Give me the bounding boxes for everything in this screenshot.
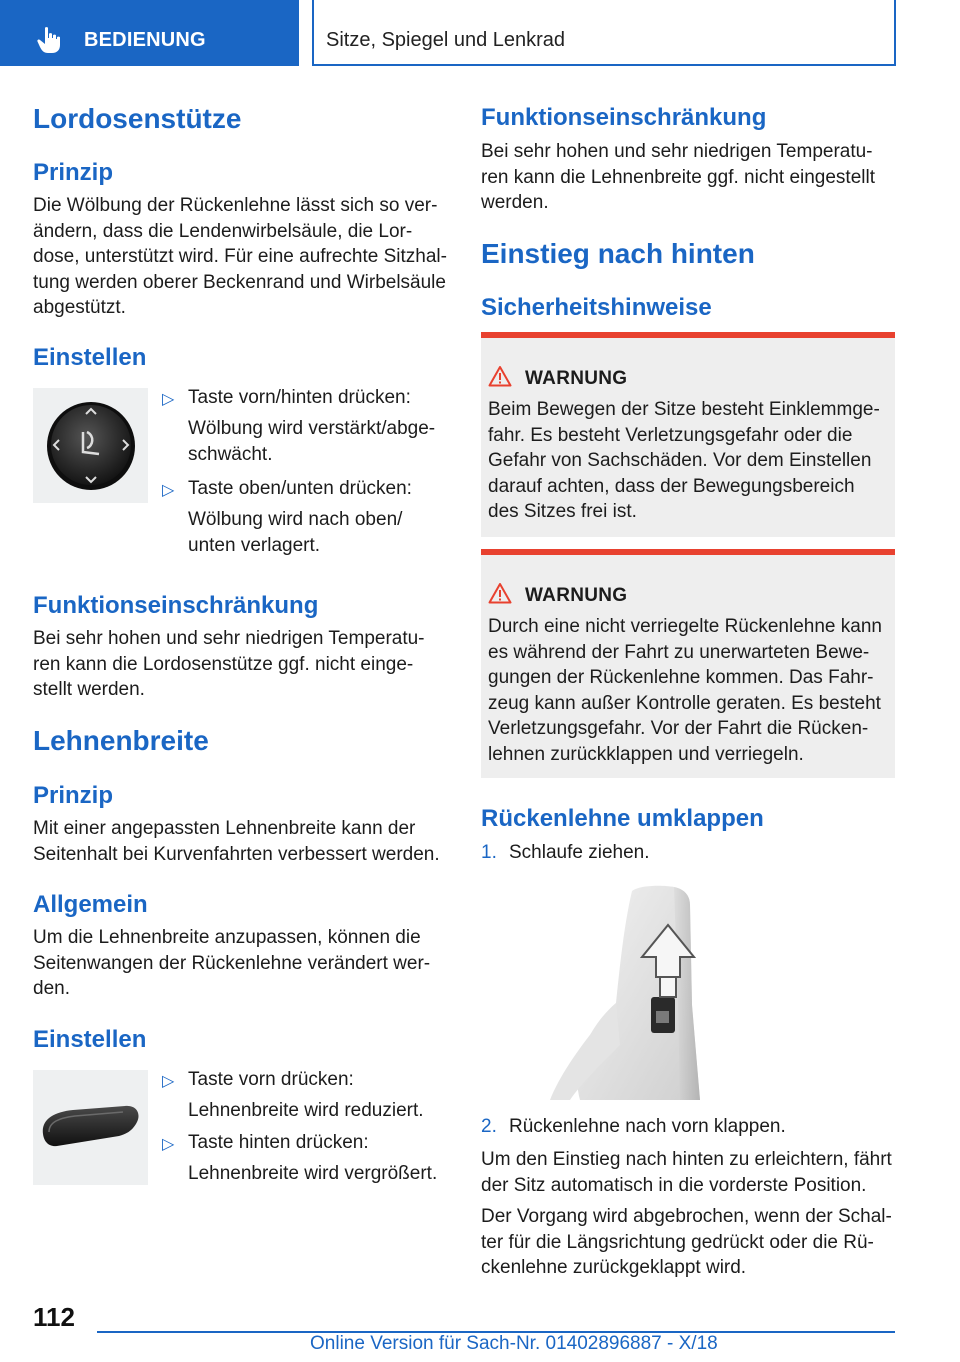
paragraph-funktionseinschraenkung: Bei sehr hohen und sehr niedrigen Temperatu‐ ren kann die Lehnenbreite ggf. nicht eingestellt werden. xyxy=(481,141,875,213)
warning-title: WARNUNG xyxy=(525,368,628,389)
heading-allgemein: Allgemein xyxy=(33,891,148,918)
bullet-triangle-icon: ▷ xyxy=(162,1073,175,1090)
heading-prinzip: Prinzip xyxy=(33,159,114,186)
paragraph-allgemein: Um die Lehnenbreite anzupassen, können die Seitenwangen der Rückenlehne verändert wer‐ den. xyxy=(33,927,431,999)
paragraph-automatic-position: Um den Einstieg nach hinten zu erleichtern, fährt der Sitz automatisch in die vorderste Position. xyxy=(481,1149,892,1196)
heading-sicherheitshinweise: Sicherheitshinweise xyxy=(481,294,712,321)
bullet-triangle-icon: ▷ xyxy=(162,391,175,408)
heading-lehnenbreite: Lehnenbreite xyxy=(33,725,209,756)
heading-funktionseinschraenkung: Funktionseinschränkung xyxy=(481,104,767,131)
step-number: 2. xyxy=(481,1116,497,1137)
heading-funktionseinschraenkung: Funktionseinschränkung xyxy=(33,592,319,619)
list-item-detail: Wölbung wird verstärkt/abge‐ schwächt. xyxy=(188,418,436,465)
step-text: Rückenlehne nach vorn klappen. xyxy=(509,1116,786,1137)
paragraph-funktionseinschraenkung: Bei sehr hohen und sehr niedrigen Temperatu‐ ren kann die Lordosenstütze ggf. nicht einge‐ stellt werden. xyxy=(33,628,425,700)
warning-box xyxy=(481,332,895,537)
chapter-title: Sitze, Spiegel und Lenkrad xyxy=(326,29,566,51)
footer-text: Online Version für Sach-Nr. 01402896887 - X/18 xyxy=(310,1333,718,1354)
list-item-label: Taste vorn drücken: xyxy=(188,1069,354,1090)
list-item-label: Taste vorn/hinten drücken: xyxy=(188,387,411,408)
list-item-detail: Wölbung wird nach oben/ unten verlagert. xyxy=(188,509,403,556)
warning-title: WARNUNG xyxy=(525,585,628,606)
bullet-triangle-icon: ▷ xyxy=(162,1136,175,1153)
seat-backrest-illustration xyxy=(550,885,790,1100)
heading-einstellen: Einstellen xyxy=(33,344,147,371)
hand-pointer-icon xyxy=(36,26,62,54)
list-item-label: Taste hinten drücken: xyxy=(188,1132,369,1153)
heading-lordosenstuetze: Lordosenstütze xyxy=(33,103,242,134)
lordosis-switch-image xyxy=(33,388,148,503)
warning-text: Durch eine nicht verriegelte Rückenlehne kann es während der Fahrt zu unerwarteten Bewe‐ gungen der Rückenlehne kommen. Das Fahr‐ zeug kann außer Kontrolle geraten. Es besteht Verletzungsgefahr. Vor der Fahrt die Rücken‐ lehnen zurückklappen und verriegeln. xyxy=(488,616,882,765)
step-text: Schlaufe ziehen. xyxy=(509,842,650,863)
warning-box xyxy=(481,549,895,778)
warning-triangle-icon xyxy=(488,582,512,604)
heading-einstellen: Einstellen xyxy=(33,1026,147,1053)
backrest-width-switch-image xyxy=(33,1070,148,1185)
paragraph-prinzip-lehnenbreite: Mit einer angepassten Lehnenbreite kann der Seitenhalt bei Kurvenfahrten verbessert werden. xyxy=(33,818,440,865)
list-item-label: Taste oben/unten drücken: xyxy=(188,478,412,499)
warning-triangle-icon xyxy=(488,365,512,387)
heading-einstieg-nach-hinten: Einstieg nach hinten xyxy=(481,238,755,269)
warning-text: Beim Bewegen der Sitze besteht Einklemmge‐ fahr. Es besteht Verletzungsgefahr oder die Gefahr von Sachschäden. Vor dem Einstellen darauf achten, dass der Bewegungsbereich des Sitzes frei ist. xyxy=(488,399,880,522)
list-item-detail: Lehnenbreite wird vergrößert. xyxy=(188,1163,438,1184)
list-item-detail: Lehnenbreite wird reduziert. xyxy=(188,1100,424,1121)
heading-prinzip: Prinzip xyxy=(33,782,114,809)
section-label: BEDIENUNG xyxy=(84,29,206,51)
bullet-triangle-icon: ▷ xyxy=(162,482,175,499)
page-number: 112 xyxy=(33,1302,75,1332)
step-number: 1. xyxy=(481,842,497,863)
paragraph-abort: Der Vorgang wird abgebrochen, wenn der Schal‐ ter für die Längsrichtung gedrückt oder die Rü‐ ckenlehne zurückgeklappt wird. xyxy=(481,1206,892,1278)
paragraph-prinzip: Die Wölbung der Rückenlehne lässt sich so ver‐ ändern, dass die Lendenwirbelsäule, die Lor‐ dose, unterstützt wird. Für eine aufrechte Sitzhal‐ tung werden oberer Beckenrand und Wirbelsäule abgestützt. xyxy=(33,195,447,318)
heading-rueckenlehne-umklappen: Rückenlehne umklappen xyxy=(481,805,764,832)
